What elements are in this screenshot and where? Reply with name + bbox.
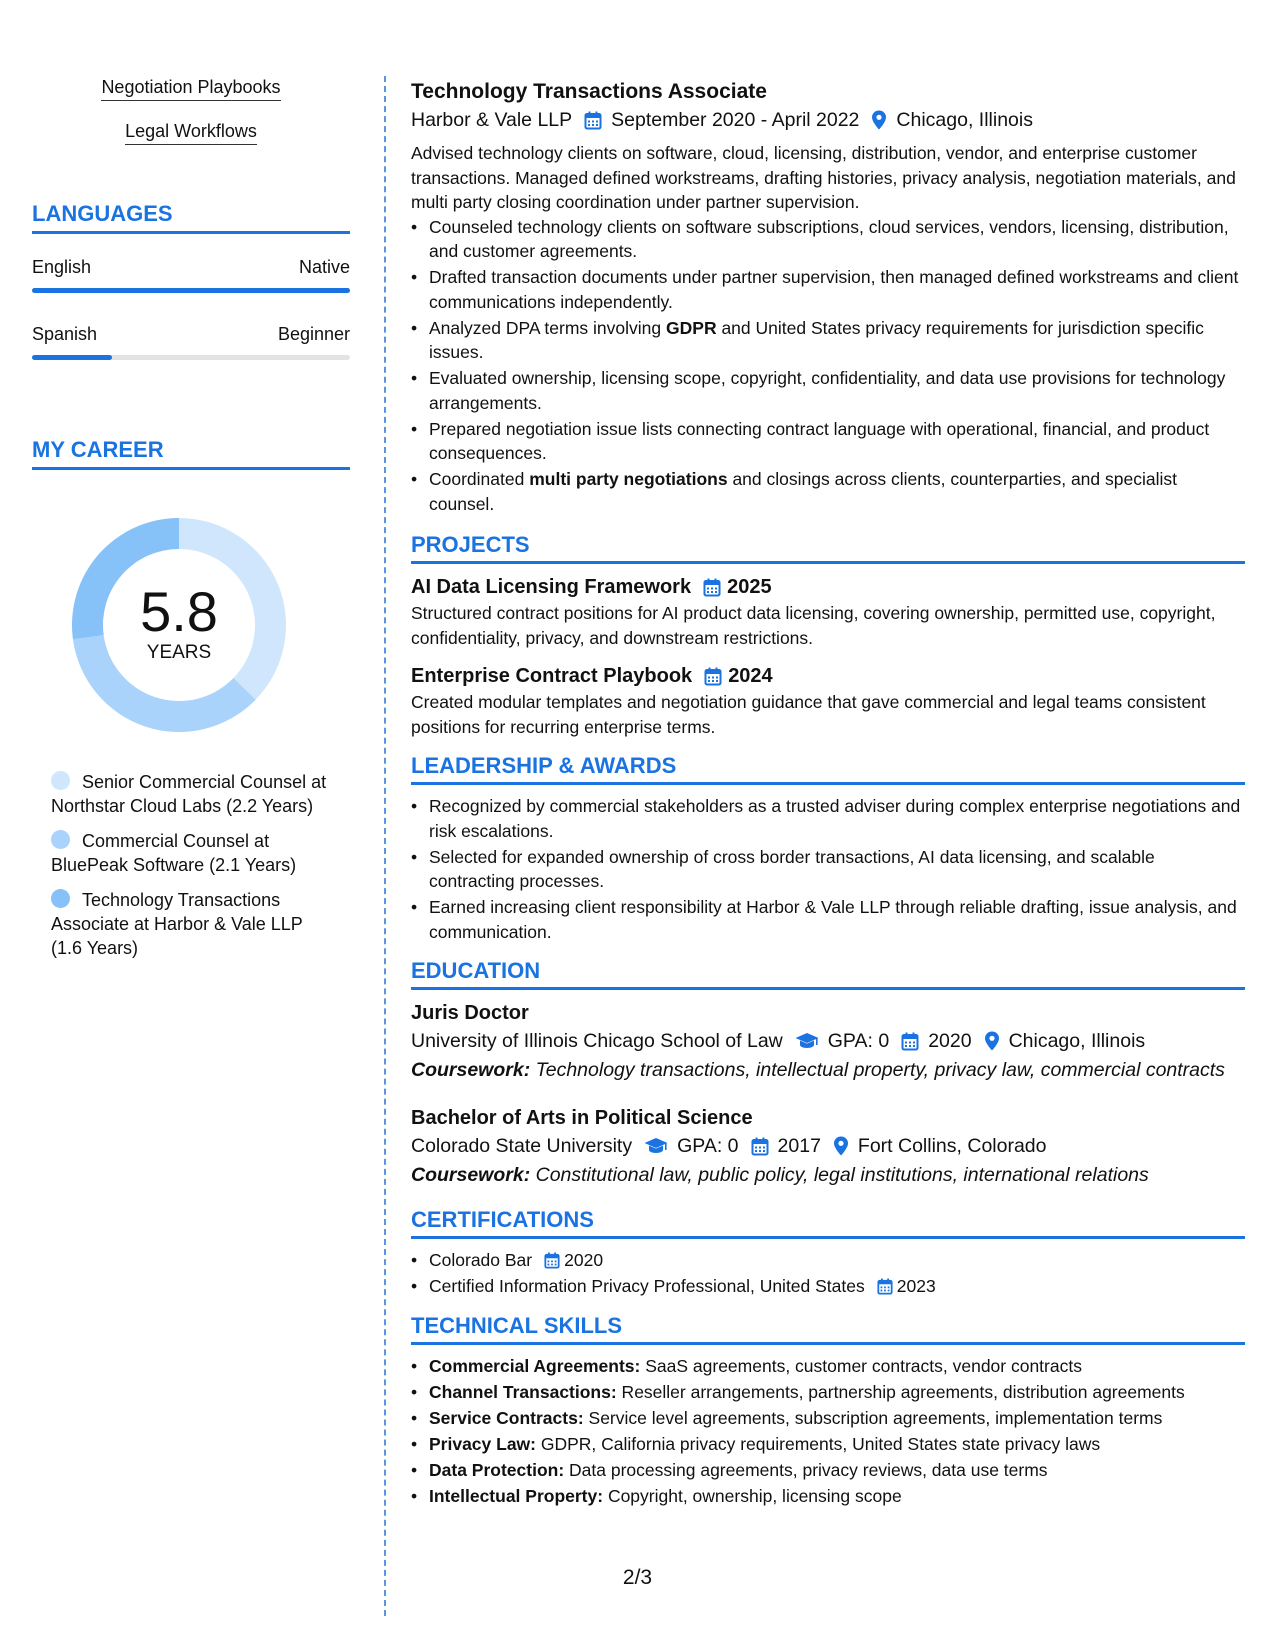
career-legend-item	[51, 829, 331, 877]
career-legend-item	[51, 888, 331, 960]
graduation-year: 2017	[777, 1135, 821, 1157]
graduation-cap-icon	[644, 1137, 668, 1155]
job-meta	[411, 106, 1245, 134]
project-title-row	[411, 573, 1245, 601]
location-pin-icon	[871, 110, 887, 130]
list-item	[411, 1248, 1245, 1273]
coursework: Coursework: Constitutional law, public policy, legal institutions, international relations	[411, 1164, 1149, 1186]
location-pin-icon	[833, 1136, 849, 1156]
calendar-icon	[751, 1137, 769, 1156]
tag-item: Negotiation Playbooks	[101, 76, 280, 101]
certification-year: 2023	[896, 1276, 936, 1296]
certifications-list	[411, 1248, 1245, 1299]
gpa: GPA: 0	[677, 1135, 739, 1157]
career-total-label: YEARS	[146, 642, 212, 663]
main-content	[411, 78, 1245, 1510]
degree-title: Bachelor of Arts in Political Science	[411, 1107, 753, 1129]
sidebar	[32, 76, 350, 971]
education-heading: EDUCATION	[411, 958, 1245, 990]
list-item: • Commercial Agreements: SaaS agreements, customer contracts, vendor contracts	[411, 1354, 1245, 1379]
legend-dot	[51, 889, 70, 908]
page-number: 2/3	[622, 1566, 653, 1589]
language-level: Beginner	[277, 324, 350, 344]
experience-entry	[411, 78, 1245, 516]
career-donut-chart	[66, 512, 292, 738]
school-name: Colorado State University	[411, 1135, 633, 1157]
company-name: Harbor & Vale LLP	[411, 109, 573, 131]
job-summary: Advised technology clients on software, cloud, licensing, distribution, vendor, and enterprise customer transactions. Managed defined workstreams, drafting histories, privacy analysis, negotiation materials, and multi party closing coordination under partner supervision.	[411, 143, 1236, 212]
legend-dot	[51, 830, 70, 849]
calendar-icon	[704, 667, 722, 686]
project-description: Created modular templates and negotiation guidance that gave commercial and legal teams consistent positions for recurring enterprise terms.	[411, 692, 1206, 737]
calendar-icon	[584, 111, 602, 130]
list-item: • Analyzed DPA terms involving GDPR and United States privacy requirements for jurisdiction specific issues.	[411, 316, 1245, 365]
project-year: 2025	[727, 576, 772, 598]
job-bullets	[411, 215, 1245, 517]
calendar-icon	[703, 578, 721, 597]
list-item: • Data Protection: Data processing agreements, privacy reviews, data use terms	[411, 1458, 1245, 1483]
languages-heading: LANGUAGES	[32, 201, 350, 234]
legend-dot	[51, 771, 70, 790]
calendar-icon	[544, 1252, 560, 1269]
list-item: • Intellectual Property: Copyright, ownership, licensing scope	[411, 1484, 1245, 1509]
language-level: Native	[298, 257, 350, 277]
school-location: Chicago, Illinois	[1008, 1030, 1146, 1052]
language-bar-fill	[32, 355, 112, 360]
education-entry	[411, 999, 1245, 1082]
list-item: • Drafted transaction documents under partner supervision, then managed defined workstreams and client communications independently.	[411, 265, 1245, 314]
job-location: Chicago, Illinois	[896, 109, 1033, 131]
project-entry	[411, 573, 1245, 650]
language-bar-fill	[32, 288, 350, 293]
certification-name: • Colorado Bar	[429, 1250, 533, 1270]
job-dates: September 2020 - April 2022	[611, 109, 860, 131]
list-item: • Counseled technology clients on software subscriptions, cloud services, vendors, licensing, distribution, and customer agreements.	[411, 215, 1245, 264]
awards-heading: LEADERSHIP & AWARDS	[411, 753, 1245, 785]
language-name: Spanish	[32, 324, 98, 344]
degree-title: Juris Doctor	[411, 1002, 529, 1024]
career-total-years: 5.8	[140, 580, 218, 643]
list-item: • Privacy Law: GDPR, California privacy requirements, United States state privacy laws	[411, 1432, 1245, 1457]
project-description: Structured contract positions for AI product data licensing, covering ownership, permitted use, copyright, confidentiality, privacy, and downstream restrictions.	[411, 603, 1216, 648]
career-legend-label: Commercial Counsel at BluePeak Software (2.1 Years)	[51, 831, 297, 875]
list-item: • Selected for expanded ownership of cross border transactions, AI data licensing, and scalable contracting processes.	[411, 845, 1245, 894]
career-legend-label: Senior Commercial Counsel at Northstar Cloud Labs (2.2 Years)	[51, 772, 327, 816]
language-item	[32, 323, 350, 360]
skills-heading: TECHNICAL SKILLS	[411, 1313, 1245, 1345]
project-title: AI Data Licensing Framework	[411, 576, 692, 598]
column-divider	[384, 76, 386, 1616]
tag-list	[32, 76, 350, 164]
list-item: • Service Contracts: Service level agreements, subscription agreements, implementation terms	[411, 1406, 1245, 1431]
language-item	[32, 256, 350, 293]
language-bar	[32, 355, 350, 360]
education-meta	[411, 1132, 1245, 1160]
list-item: • Evaluated ownership, licensing scope, copyright, confidentiality, and data use provisions for technology arrangements.	[411, 366, 1245, 415]
job-title: Technology Transactions Associate	[411, 80, 767, 103]
list-item: • Earned increasing client responsibility at Harbor & Vale LLP through reliable drafting, issue analysis, and communication.	[411, 895, 1245, 944]
certifications-heading: CERTIFICATIONS	[411, 1207, 1245, 1239]
certification-year: 2020	[564, 1250, 604, 1270]
list-item: • Channel Transactions: Reseller arrangements, partnership agreements, distribution agreements	[411, 1380, 1245, 1405]
skills-list	[411, 1354, 1245, 1509]
project-title-row	[411, 662, 1245, 690]
language-name: English	[32, 257, 92, 277]
calendar-icon	[901, 1032, 919, 1051]
list-item: • Prepared negotiation issue lists connecting contract language with operational, financial, and product consequences.	[411, 417, 1245, 466]
project-title: Enterprise Contract Playbook	[411, 665, 693, 687]
gpa: GPA: 0	[827, 1030, 890, 1052]
list-item: • Recognized by commercial stakeholders as a trusted adviser during complex enterprise negotiations and risk escalations.	[411, 794, 1245, 843]
project-year: 2024	[728, 665, 773, 687]
graduation-cap-icon	[795, 1032, 819, 1050]
calendar-icon	[877, 1278, 893, 1295]
projects-heading: PROJECTS	[411, 532, 1245, 564]
school-name: University of Illinois Chicago School of Law	[411, 1030, 783, 1052]
awards-list	[411, 794, 1245, 944]
tag-item: Legal Workflows	[125, 120, 257, 145]
career-legend-label: Technology Transactions Associate at Harbor & Vale LLP (1.6 Years)	[51, 890, 303, 958]
career-legend	[51, 770, 331, 960]
list-item: • Coordinated multi party negotiations and closings across clients, counterparties, and specialist counsel.	[411, 467, 1245, 516]
list-item	[411, 1274, 1245, 1299]
career-heading: MY CAREER	[32, 437, 350, 470]
project-entry	[411, 662, 1245, 739]
certification-name: • Certified Information Privacy Professional, United States	[429, 1276, 865, 1296]
language-bar	[32, 288, 350, 293]
graduation-year: 2020	[928, 1030, 972, 1052]
school-location: Fort Collins, Colorado	[857, 1135, 1047, 1157]
career-legend-item	[51, 770, 331, 818]
location-pin-icon	[984, 1031, 1000, 1051]
education-entry	[411, 1104, 1245, 1187]
education-meta	[411, 1027, 1245, 1055]
coursework: Coursework: Technology transactions, intellectual property, privacy law, commercial contracts	[411, 1059, 1225, 1081]
